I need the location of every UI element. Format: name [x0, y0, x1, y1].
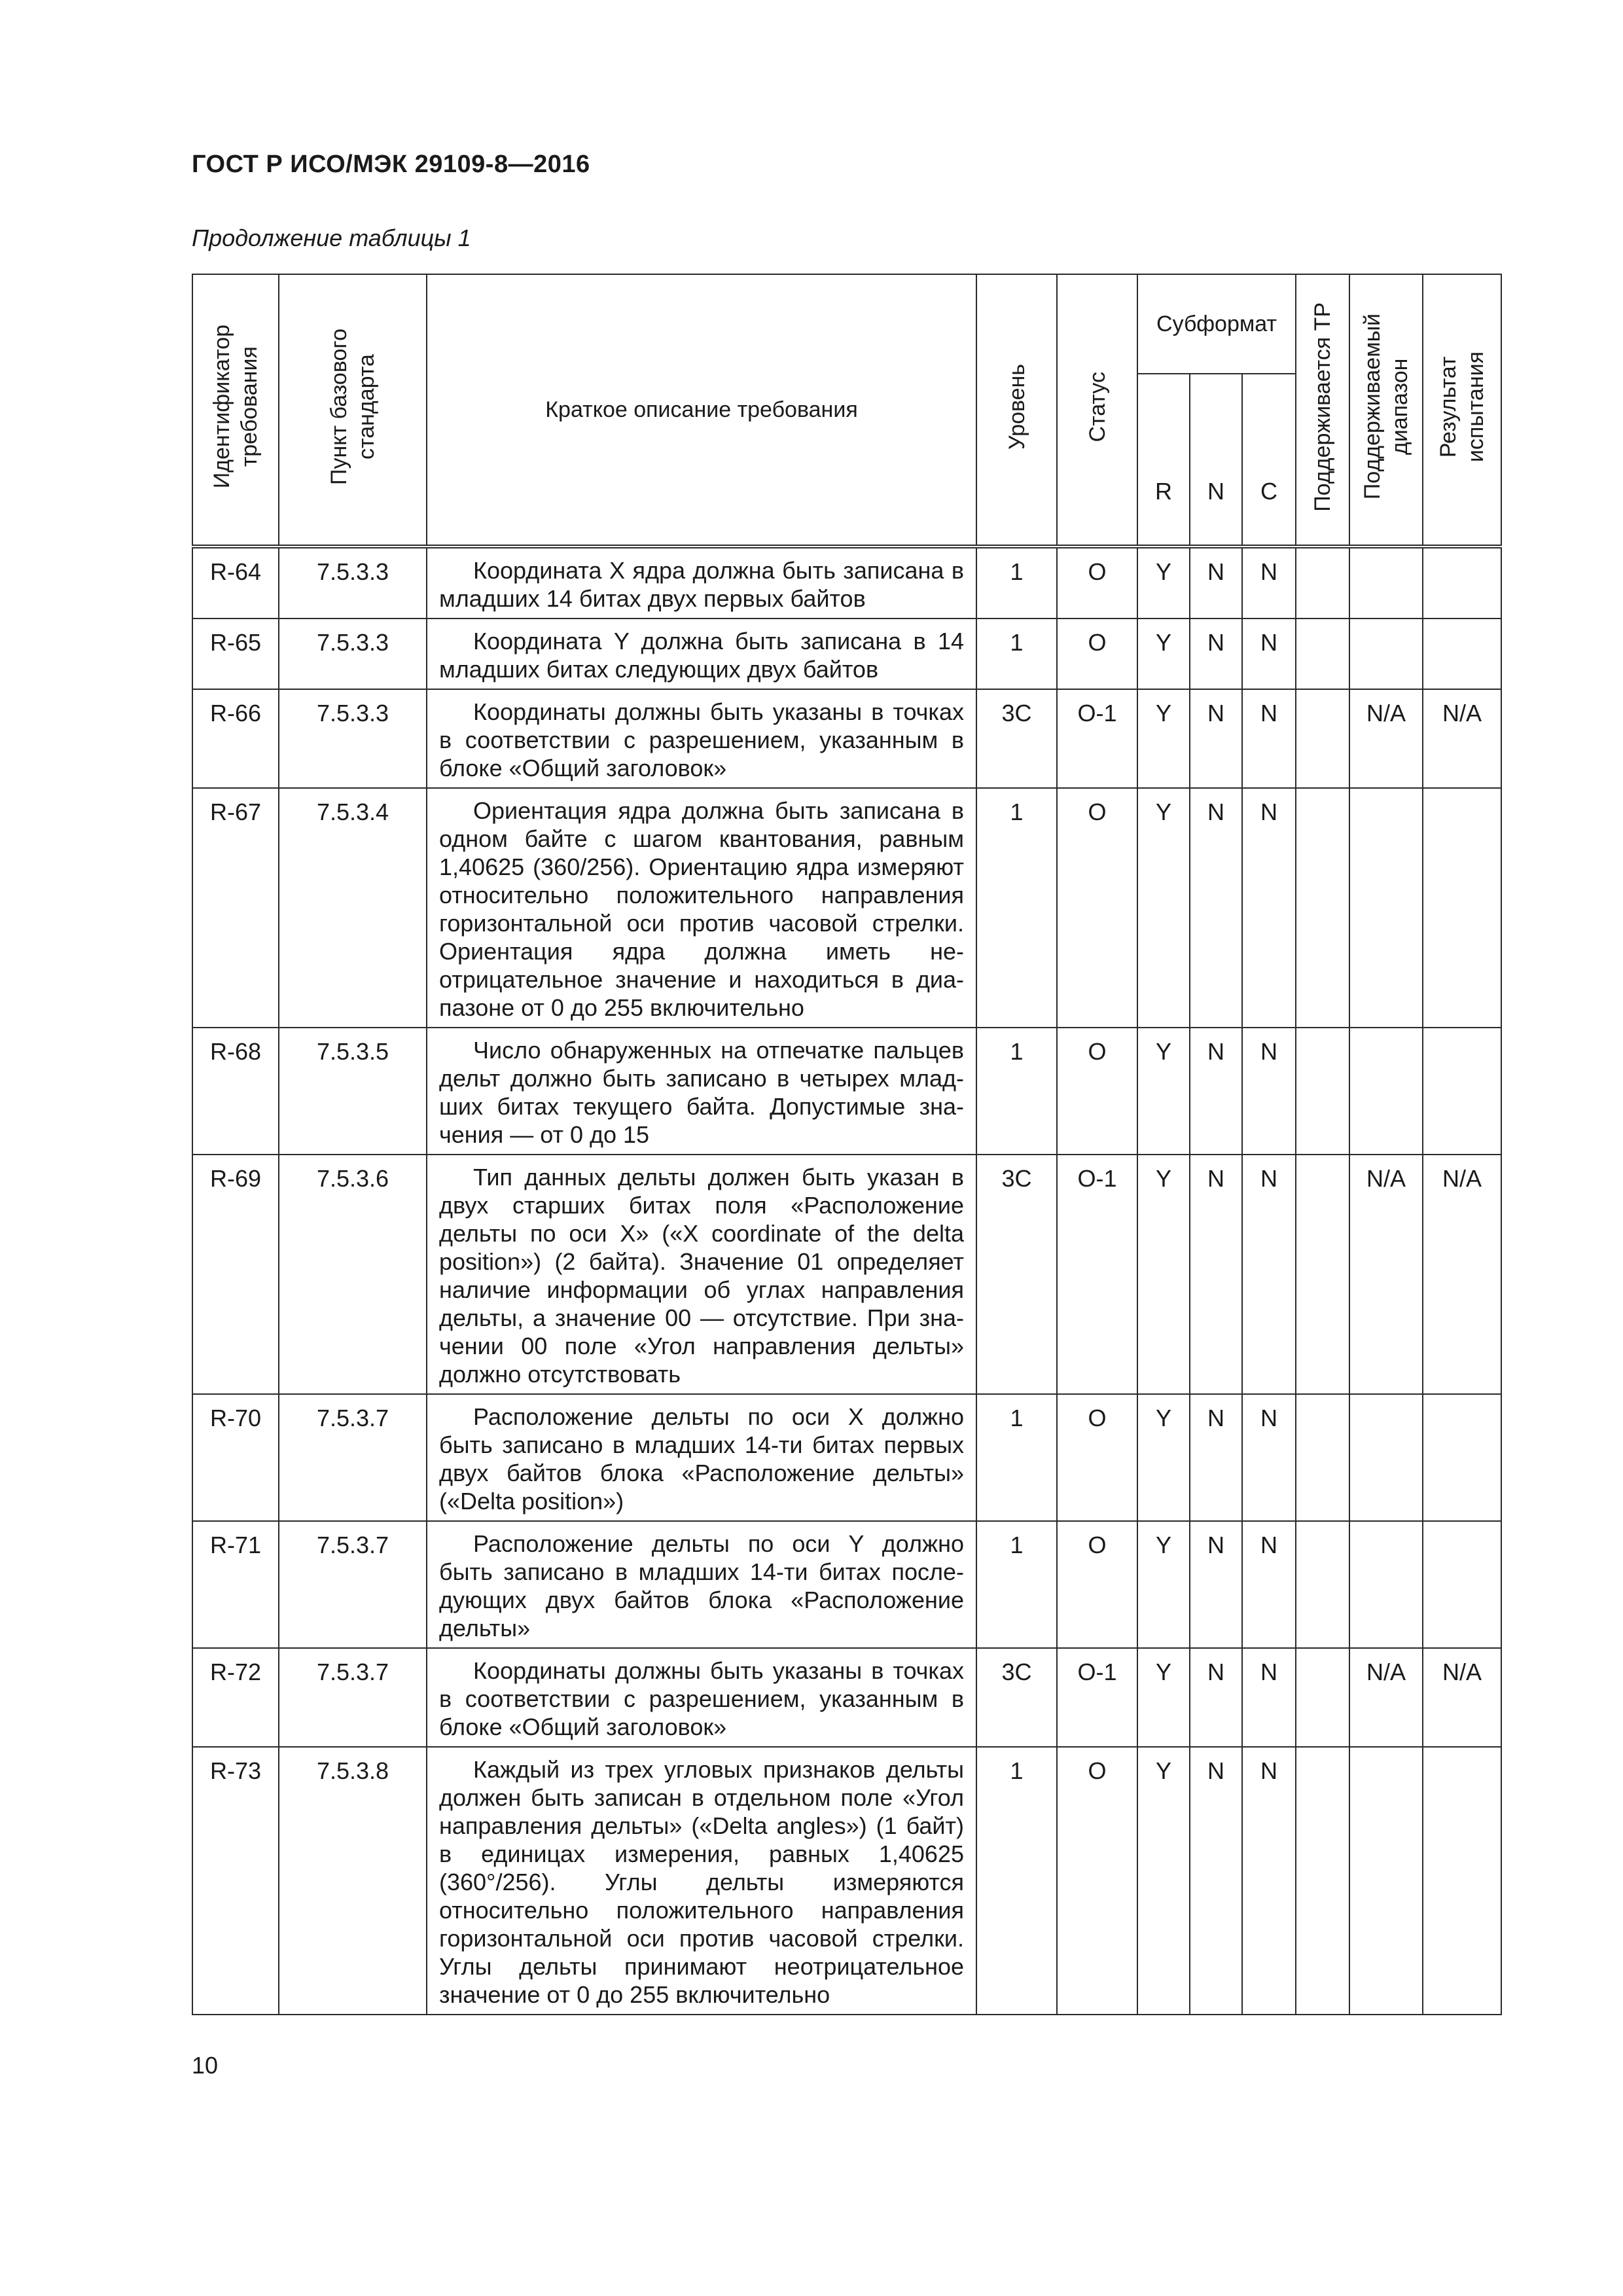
requirement-description: Координата X ядра должна быть записана в младших 14 битах двух первых байтов	[427, 547, 976, 619]
subformat-n-cell: N	[1190, 1648, 1242, 1747]
supported-range-cell	[1349, 1394, 1423, 1521]
requirement-id: R-67	[192, 788, 279, 1028]
supported-tp-cell	[1296, 1521, 1349, 1648]
level-cell: 1	[976, 1521, 1057, 1648]
table-body	[192, 547, 1501, 2015]
subformat-r-cell: Y	[1137, 1648, 1190, 1747]
subformat-r-cell: Y	[1137, 689, 1190, 788]
requirement-description: Каждый из трех угловых признаков дельты должен быть записан в отдельном поле «Угол направления дельты» («Delta angles») (1 байт) в единицах измерения, равных 1,40625 (360°/256). Углы дельты измеряются относительно положительного направления горизонтальной оси против часовой стрелки. Углы дельты принимают неотрицательное значение от 0 до 255 включительно	[427, 1747, 976, 2015]
requirement-id: R-64	[192, 547, 279, 619]
header-status: Статус	[1057, 274, 1137, 547]
test-result-cell	[1423, 788, 1501, 1028]
requirement-id: R-68	[192, 1028, 279, 1155]
header-subformat-c: C	[1242, 374, 1296, 547]
subformat-c-cell: N	[1242, 547, 1296, 619]
requirement-description: Координаты должны быть указаны в точках в соответствии с разрешением, указанным в блоке «Общий заголовок»	[427, 1648, 976, 1747]
table-row	[192, 547, 1501, 619]
requirements-table	[192, 274, 1502, 2015]
supported-range-cell	[1349, 1028, 1423, 1155]
header-supported-range: Поддерживаемый диапазон	[1349, 274, 1423, 547]
requirement-description: Число обнаруженных на отпечатке пальцев дельт должно быть записано в четырех младших битах текущего байта. Допустимые значения — от 0 до 15	[427, 1028, 976, 1155]
subformat-c-cell: N	[1242, 1648, 1296, 1747]
header-level: Уровень	[976, 274, 1057, 547]
base-clause: 7.5.3.3	[279, 619, 427, 689]
requirement-id: R-71	[192, 1521, 279, 1648]
subformat-r-cell: Y	[1137, 1394, 1190, 1521]
table-row	[192, 1648, 1501, 1747]
supported-tp-cell	[1296, 1394, 1349, 1521]
level-cell: 3C	[976, 1648, 1057, 1747]
status-cell: O	[1057, 547, 1137, 619]
table-caption: Продолжение таблицы 1	[192, 224, 471, 251]
supported-tp-cell	[1296, 547, 1349, 619]
base-clause: 7.5.3.7	[279, 1394, 427, 1521]
requirement-id: R-73	[192, 1747, 279, 2015]
status-cell: O	[1057, 619, 1137, 689]
supported-tp-cell	[1296, 1747, 1349, 2015]
subformat-c-cell: N	[1242, 1521, 1296, 1648]
header-subformat-n: N	[1190, 374, 1242, 547]
header-test-result: Результат испытания	[1423, 274, 1501, 547]
requirement-description: Ориентация ядра должна быть записана в одном байте с шагом квантования, равным 1,40625 (360/256). Ориентацию ядра измеряют относительно положительного направления горизонтальной оси против часовой стрелки. Ориентация ядра должна иметь неотрицательное значение и находиться в диапазоне от 0 до 255 включительно	[427, 788, 976, 1028]
subformat-r-cell: Y	[1137, 1155, 1190, 1394]
subformat-c-cell: N	[1242, 1747, 1296, 2015]
level-cell: 1	[976, 1394, 1057, 1521]
table-row	[192, 1394, 1501, 1521]
supported-tp-cell	[1296, 1648, 1349, 1747]
subformat-r-cell: Y	[1137, 547, 1190, 619]
header-identifier: Идентификатор требования	[192, 274, 279, 547]
test-result-cell	[1423, 1521, 1501, 1648]
subformat-c-cell: N	[1242, 619, 1296, 689]
requirement-description: Координаты должны быть указаны в точках в соответствии с разрешением, указанным в блоке «Общий заголовок»	[427, 689, 976, 788]
base-clause: 7.5.3.7	[279, 1521, 427, 1648]
status-cell: O-1	[1057, 1648, 1137, 1747]
subformat-r-cell: Y	[1137, 788, 1190, 1028]
supported-tp-cell	[1296, 1155, 1349, 1394]
subformat-n-cell: N	[1190, 689, 1242, 788]
supported-tp-cell	[1296, 619, 1349, 689]
supported-range-cell	[1349, 547, 1423, 619]
base-clause: 7.5.3.4	[279, 788, 427, 1028]
test-result-cell	[1423, 1028, 1501, 1155]
supported-tp-cell	[1296, 1028, 1349, 1155]
table-row	[192, 689, 1501, 788]
test-result-cell: N/A	[1423, 1155, 1501, 1394]
status-cell: O-1	[1057, 689, 1137, 788]
status-cell: O	[1057, 1028, 1137, 1155]
table-row	[192, 1028, 1501, 1155]
status-cell: O	[1057, 1747, 1137, 2015]
status-cell: O	[1057, 1394, 1137, 1521]
requirement-id: R-66	[192, 689, 279, 788]
subformat-r-cell: Y	[1137, 1028, 1190, 1155]
document-title: ГОСТ Р ИСО/МЭК 29109-8—2016	[192, 151, 590, 178]
status-cell: O	[1057, 788, 1137, 1028]
supported-range-cell: N/A	[1349, 689, 1423, 788]
requirement-description: Координата Y должна быть записана в 14 младших битах следующих двух байтов	[427, 619, 976, 689]
test-result-cell	[1423, 1394, 1501, 1521]
base-clause: 7.5.3.3	[279, 547, 427, 619]
table-row	[192, 1521, 1501, 1648]
supported-range-cell	[1349, 1521, 1423, 1648]
base-clause: 7.5.3.3	[279, 689, 427, 788]
test-result-cell: N/A	[1423, 689, 1501, 788]
requirement-id: R-69	[192, 1155, 279, 1394]
level-cell: 3C	[976, 1155, 1057, 1394]
level-cell: 1	[976, 547, 1057, 619]
requirement-description: Расположение дельты по оси X должно быть записано в младших 14-ти битах первых двух байтов блока «Расположение дельты» («Delta position»)	[427, 1394, 976, 1521]
level-cell: 1	[976, 1028, 1057, 1155]
page-number: 10	[192, 2052, 219, 2079]
subformat-r-cell: Y	[1137, 1521, 1190, 1648]
table-row	[192, 619, 1501, 689]
base-clause: 7.5.3.6	[279, 1155, 427, 1394]
subformat-n-cell: N	[1190, 1155, 1242, 1394]
requirement-id: R-65	[192, 619, 279, 689]
subformat-n-cell: N	[1190, 1521, 1242, 1648]
supported-range-cell: N/A	[1349, 1648, 1423, 1747]
header-supported-tp: Поддерживается ТР	[1296, 274, 1349, 547]
subformat-n-cell: N	[1190, 1028, 1242, 1155]
table-row	[192, 1155, 1501, 1394]
subformat-n-cell: N	[1190, 1747, 1242, 2015]
supported-range-cell	[1349, 619, 1423, 689]
requirement-description: Расположение дельты по оси Y должно быть записано в младших 14-ти битах последующих двух байтов блока «Расположение дельты»	[427, 1521, 976, 1648]
subformat-r-cell: Y	[1137, 1747, 1190, 2015]
supported-tp-cell	[1296, 788, 1349, 1028]
requirement-id: R-70	[192, 1394, 279, 1521]
subformat-c-cell: N	[1242, 1028, 1296, 1155]
header-subformat: Субформат	[1137, 274, 1296, 374]
level-cell: 3C	[976, 689, 1057, 788]
test-result-cell	[1423, 619, 1501, 689]
level-cell: 1	[976, 1747, 1057, 2015]
supported-range-cell	[1349, 788, 1423, 1028]
table-row	[192, 1747, 1501, 2015]
subformat-c-cell: N	[1242, 689, 1296, 788]
level-cell: 1	[976, 619, 1057, 689]
status-cell: O	[1057, 1521, 1137, 1648]
subformat-c-cell: N	[1242, 1155, 1296, 1394]
subformat-n-cell: N	[1190, 1394, 1242, 1521]
status-cell: O-1	[1057, 1155, 1137, 1394]
test-result-cell	[1423, 547, 1501, 619]
requirement-id: R-72	[192, 1648, 279, 1747]
requirement-description: Тип данных дельты должен быть указан в двух старших битах поля «Расположение дельты по оси X» («X coordinate of the delta position») (2 байта). Значение 01 определяет наличие информации об углах направления дельты, а значение 00 — отсутствие. При значении 00 поле «Угол направления дельты» должно отсутствовать	[427, 1155, 976, 1394]
test-result-cell	[1423, 1747, 1501, 2015]
supported-range-cell	[1349, 1747, 1423, 2015]
subformat-n-cell: N	[1190, 619, 1242, 689]
table-row	[192, 788, 1501, 1028]
test-result-cell: N/A	[1423, 1648, 1501, 1747]
subformat-n-cell: N	[1190, 788, 1242, 1028]
supported-range-cell: N/A	[1349, 1155, 1423, 1394]
supported-tp-cell	[1296, 689, 1349, 788]
subformat-r-cell: Y	[1137, 619, 1190, 689]
level-cell: 1	[976, 788, 1057, 1028]
base-clause: 7.5.3.7	[279, 1648, 427, 1747]
base-clause: 7.5.3.8	[279, 1747, 427, 2015]
header-subformat-r: R	[1137, 374, 1190, 547]
subformat-n-cell: N	[1190, 547, 1242, 619]
subformat-c-cell: N	[1242, 1394, 1296, 1521]
subformat-c-cell: N	[1242, 788, 1296, 1028]
header-description: Краткое описание требования	[427, 274, 976, 547]
base-clause: 7.5.3.5	[279, 1028, 427, 1155]
header-clause: Пункт базового стандарта	[279, 274, 427, 547]
